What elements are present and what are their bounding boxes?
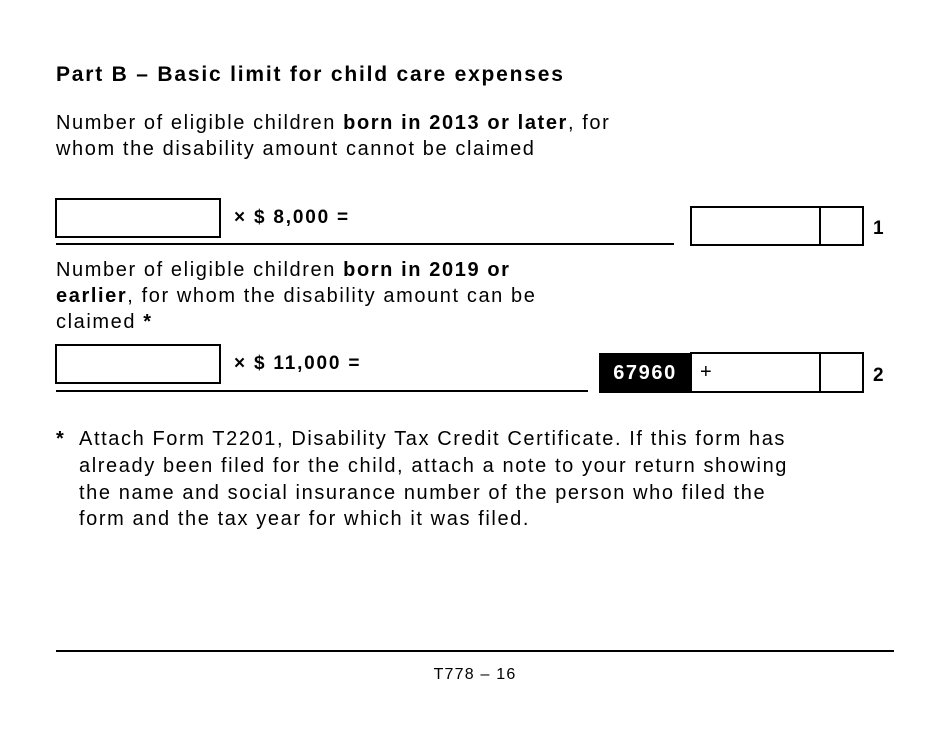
line2-desc-line2-post: , for whom the disability amount can be — [127, 285, 537, 307]
line1-number: 1 — [873, 218, 884, 239]
note-line-4: form and the tax year for which it was filed. — [79, 508, 531, 530]
note-line-1: Attach Form T2201, Disability Tax Credit Certificate. If this form has — [79, 428, 787, 450]
line1-desc-line2: whom the disability amount cannot be claimed — [56, 138, 536, 160]
note-line-3: the name and social insurance number of the person who filed the — [79, 482, 767, 504]
line-code-badge: 67960 — [599, 353, 691, 393]
line1-multiplier: × $ 8,000 = — [234, 207, 350, 228]
note-asterisk: * — [56, 428, 66, 450]
line2-desc-line3-text: claimed — [56, 311, 137, 333]
section-title: Part B – Basic limit for child care expenses — [56, 63, 565, 86]
page-number: T778 – 16 — [433, 666, 517, 683]
line1-desc-pre: Number of eligible children — [56, 112, 344, 134]
line2-desc-line2 — [56, 283, 537, 309]
line2-cents-field[interactable] — [819, 352, 864, 393]
line2-description — [56, 257, 511, 283]
line2-desc-line3 — [56, 309, 153, 335]
line1-desc-post: , for — [567, 112, 611, 134]
note-line-2: already been filed for the child, attach a note to your return showing — [79, 455, 789, 477]
line2-asterisk: * — [143, 311, 153, 333]
line2-children-count-input[interactable] — [55, 344, 221, 384]
line1-amount-field[interactable] — [690, 206, 822, 246]
line1-cents-field[interactable] — [819, 206, 864, 246]
footer-rule — [56, 650, 894, 652]
line2-multiplier: × $ 11,000 = — [234, 353, 362, 374]
line1-children-count-input[interactable] — [55, 198, 221, 238]
line1-description — [56, 110, 610, 136]
line2-desc-bold: born in 2019 or — [343, 259, 511, 281]
line1-desc-bold: born in 2013 or later — [343, 112, 568, 134]
line2-desc-line2-bold: earlier — [56, 285, 128, 307]
line2-rule — [56, 390, 588, 392]
line2-number: 2 — [873, 365, 884, 386]
plus-sign: + — [700, 361, 712, 383]
line1-rule — [56, 243, 674, 245]
line2-desc-pre: Number of eligible children — [56, 259, 344, 281]
